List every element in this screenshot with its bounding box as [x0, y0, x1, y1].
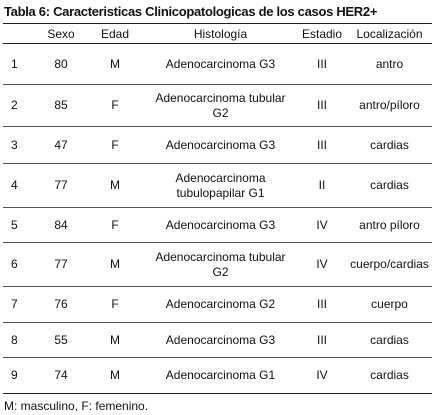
- table-row: [3, 85, 432, 127]
- localizacion-cell: antro/píloro: [347, 85, 432, 127]
- column-header-histologia: Histología: [144, 24, 297, 44]
- edad-cell: M: [86, 44, 144, 85]
- estadio-cell: II: [297, 164, 347, 208]
- estadio-cell: IV: [297, 243, 347, 287]
- table-row: [3, 323, 432, 358]
- table-footnote: M: masculino, F: femenino.: [4, 399, 149, 413]
- row-number: 1: [3, 44, 36, 85]
- sexo-cell: 74: [36, 358, 86, 394]
- column-header-localizacion: Localización: [347, 24, 432, 44]
- estadio-cell: III: [297, 323, 347, 358]
- histologia-cell: Adenocarcinoma tubulopapilar G1: [144, 164, 297, 208]
- localizacion-cell: cardias: [347, 323, 432, 358]
- data-table: [3, 23, 432, 394]
- column-header-estadio: Estadio: [297, 24, 347, 44]
- row-number: 7: [3, 287, 36, 323]
- histologia-cell: Adenocarcinoma G3: [144, 323, 297, 358]
- row-number: 6: [3, 243, 36, 287]
- localizacion-cell: antro píloro: [347, 208, 432, 243]
- row-number: 8: [3, 323, 36, 358]
- edad-cell: F: [86, 287, 144, 323]
- localizacion-cell: cuerpo: [347, 287, 432, 323]
- row-number: 2: [3, 85, 36, 127]
- header-row: [3, 24, 432, 44]
- histologia-cell: Adenocarcinoma tubular G2: [144, 85, 297, 127]
- edad-cell: M: [86, 323, 144, 358]
- histologia-cell: Adenocarcinoma G1: [144, 358, 297, 394]
- histologia-cell: Adenocarcinoma G3: [144, 44, 297, 85]
- histologia-cell: Adenocarcinoma G3: [144, 127, 297, 164]
- table-row: [3, 208, 432, 243]
- estadio-cell: III: [297, 85, 347, 127]
- edad-cell: M: [86, 358, 144, 394]
- column-header-edad: Edad: [86, 24, 144, 44]
- edad-cell: F: [86, 208, 144, 243]
- estadio-cell: IV: [297, 208, 347, 243]
- table-title: Tabla 6: Caracteristicas Clinicopatologicas de los casos HER2+: [4, 4, 378, 19]
- sexo-cell: 85: [36, 85, 86, 127]
- sexo-cell: 47: [36, 127, 86, 164]
- edad-cell: M: [86, 164, 144, 208]
- estadio-cell: III: [297, 127, 347, 164]
- table-row: [3, 127, 432, 164]
- row-number: 4: [3, 164, 36, 208]
- table-row: [3, 243, 432, 287]
- localizacion-cell: cardias: [347, 127, 432, 164]
- edad-cell: F: [86, 127, 144, 164]
- edad-cell: F: [86, 85, 144, 127]
- table-row: [3, 358, 432, 394]
- sexo-cell: 80: [36, 44, 86, 85]
- table-row: [3, 164, 432, 208]
- estadio-cell: III: [297, 287, 347, 323]
- table-row: [3, 287, 432, 323]
- localizacion-cell: cardias: [347, 358, 432, 394]
- column-header-sexo: Sexo: [36, 24, 86, 44]
- row-number: 9: [3, 358, 36, 394]
- sexo-cell: 84: [36, 208, 86, 243]
- localizacion-cell: antro: [347, 44, 432, 85]
- localizacion-cell: cuerpo/cardias: [347, 243, 432, 287]
- sexo-cell: 76: [36, 287, 86, 323]
- sexo-cell: 77: [36, 243, 86, 287]
- row-number: 3: [3, 127, 36, 164]
- sexo-cell: 77: [36, 164, 86, 208]
- histologia-cell: Adenocarcinoma G2: [144, 287, 297, 323]
- histologia-cell: Adenocarcinoma tubular G2: [144, 243, 297, 287]
- estadio-cell: III: [297, 44, 347, 85]
- localizacion-cell: cardias: [347, 164, 432, 208]
- histologia-cell: Adenocarcinoma G3: [144, 208, 297, 243]
- sexo-cell: 55: [36, 323, 86, 358]
- column-header-index: [3, 24, 36, 44]
- table-row: [3, 44, 432, 85]
- estadio-cell: IV: [297, 358, 347, 394]
- edad-cell: M: [86, 243, 144, 287]
- row-number: 5: [3, 208, 36, 243]
